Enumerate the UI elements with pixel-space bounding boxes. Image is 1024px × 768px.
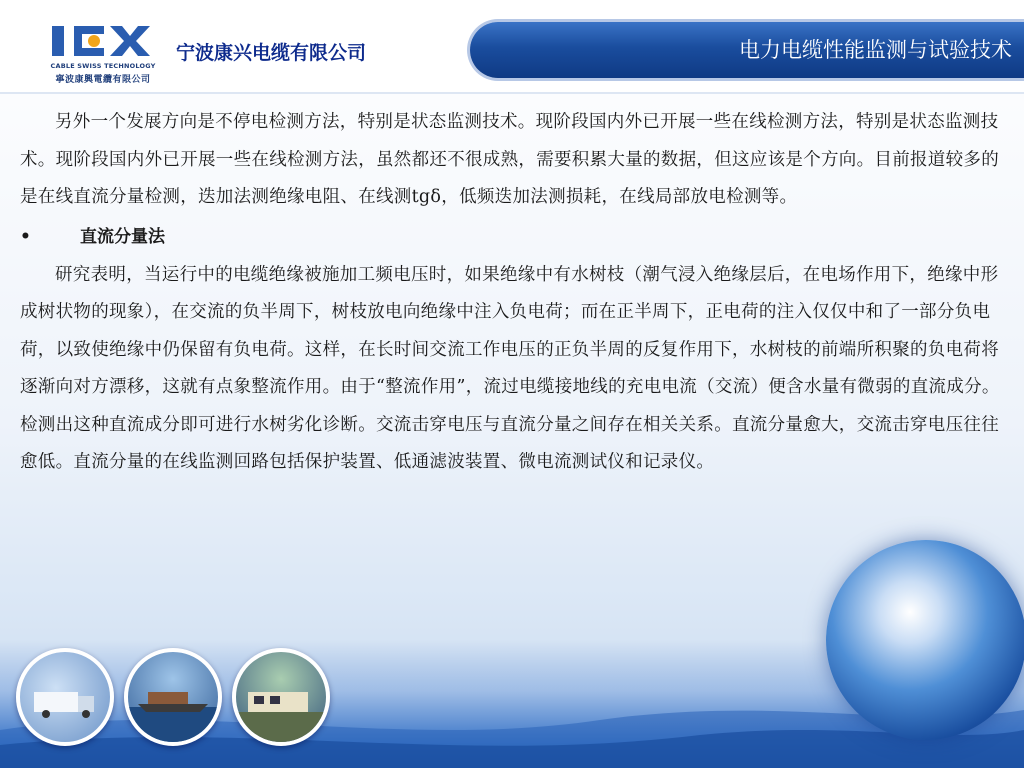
bullet-dot: • [20, 226, 31, 247]
paragraph-online-monitoring: 另外一个发展方向是不停电检测方法，特别是状态监测技术。现阶段国内外已开展一些在线检测方法，特别是状态监测技术。现阶段国内外已开展一些在线检测方法，虽然都还不很成熟，需要积累大量的数据，但这应该是个方向。目前报道较多的是在线直流分量检测，迭加法测绝缘电阻、在线测tgδ，低频迭加法测损耗，在线局部放电检测等。 [20, 112, 999, 207]
company-name: 宁波康兴电缆有限公司 [176, 42, 367, 64]
header-divider [0, 92, 1024, 94]
bullet-heading-row [20, 217, 1010, 257]
logo-english-text: CABLE SWISS TECHNOLOGY [50, 62, 156, 70]
slide-header [0, 0, 1024, 92]
train-photo [232, 648, 330, 746]
globe-graphic [826, 540, 1024, 740]
truck-photo [16, 648, 114, 746]
bullet-heading: 直流分量法 [80, 226, 165, 247]
paragraph-dc-component-method: 研究表明，当运行中的电缆绝缘被施加工频电压时，如果绝缘中有水树枝（潮气浸入绝缘层后，在电场作用下，绝缘中形成树状物的现象），在交流的负半周下，树枝放电向绝缘中注入负电荷；而在正半周下，正电荷的注入仅仅中和了一部分负电荷，以致使绝缘中仍保留有负电荷。这样，在长时间交流工作电压的正负半周的反复作用下，水树枝的前端所积聚的负电荷将逐渐向对方漂移，这就有点象整流作用。由于“整流作用”，流过电缆接地线的充电电流（交流）便含水量有微弱的直流成分。检测出这种直流成分即可进行水树劣化诊断。交流击穿电压与直流分量之间存在相关关系。直流分量愈大，交流击穿电压往往愈低。直流分量的在线监测回路包括保护装置、低通滤波装置、微电流测试仪和记录仪。 [20, 264, 1000, 472]
slide-title: 电力电缆性能监测与试验技术 [739, 38, 1012, 62]
company-logo [44, 18, 164, 88]
logo-chinese-text: 寧波康興電纜有限公司 [55, 75, 151, 85]
icx-logo-mark [52, 22, 152, 62]
title-banner [470, 22, 1024, 78]
ship-photo [124, 648, 222, 746]
slide-body [20, 104, 1010, 482]
